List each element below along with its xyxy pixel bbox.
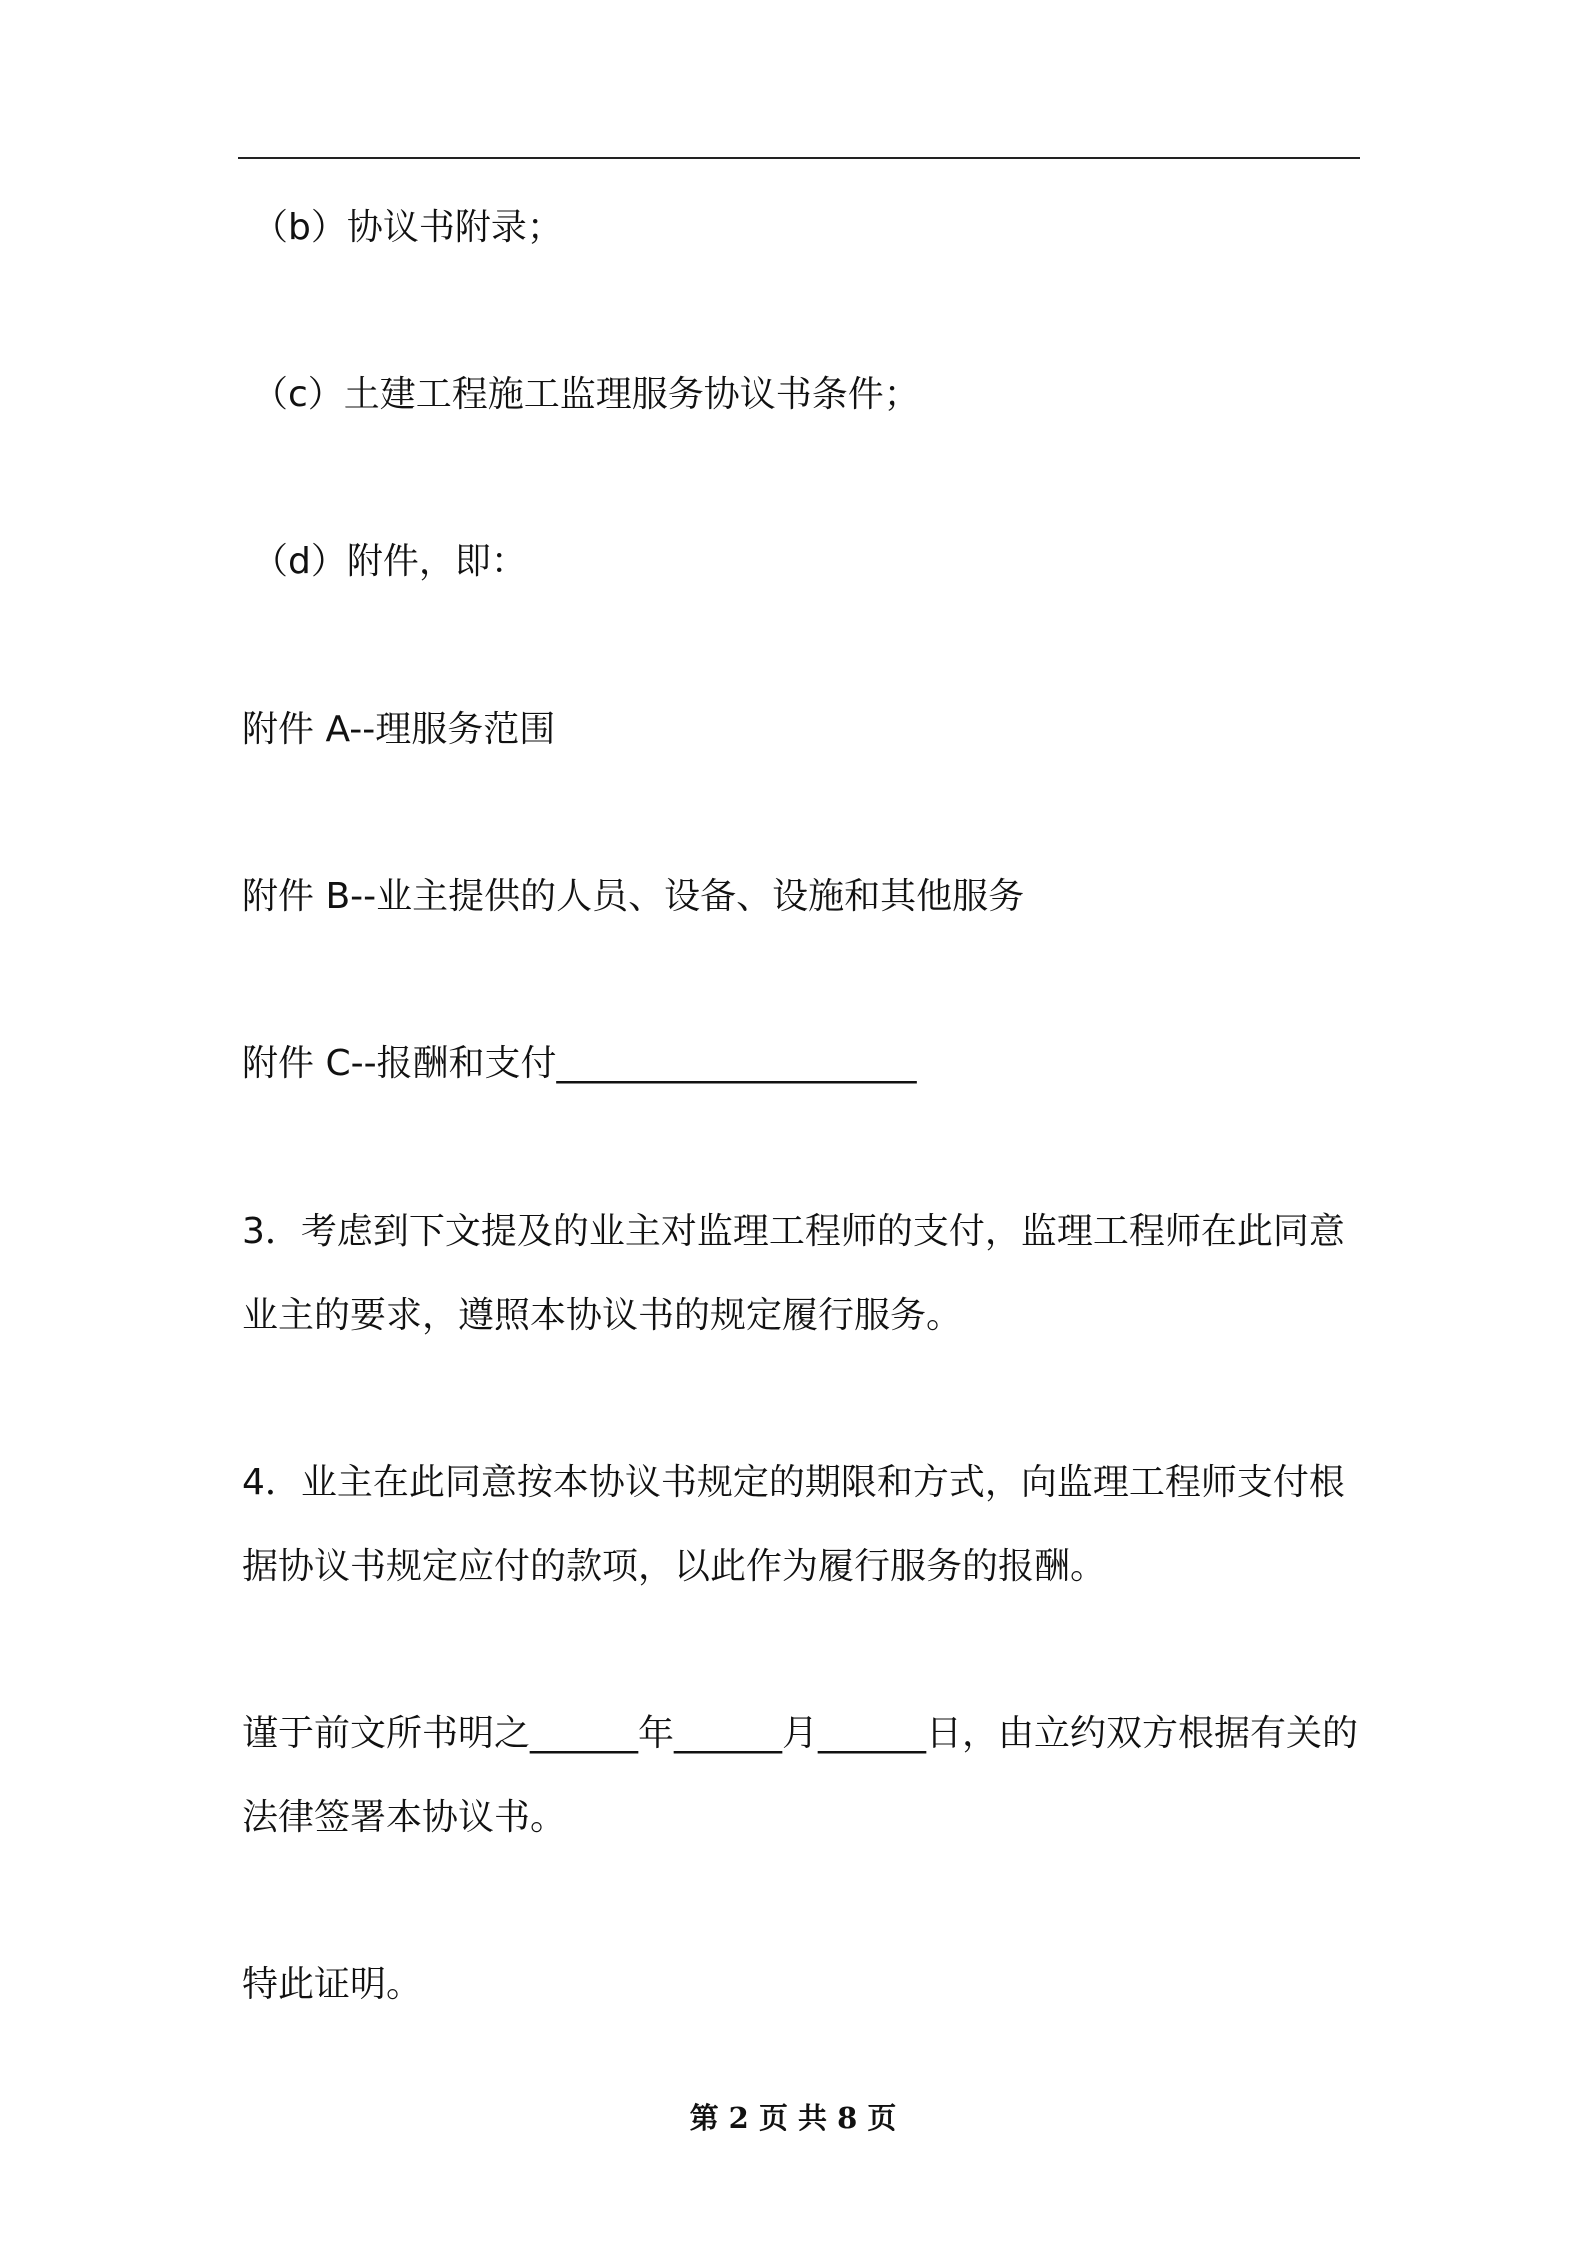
attachment-b: 附件 B--业主提供的人员、设备、设施和其他服务 [242,876,1025,917]
item-b: （b）协议书附录； [252,207,563,248]
header-rule [238,157,1360,159]
attachment-c: 附件 C--报酬和支付____________________ [242,1043,917,1084]
clause-3: 3．考虑到下文提及的业主对监理工程师的支付，监理工程师在此同意业主的要求，遵照本协议书的规定履行服务。 [242,1211,1345,1336]
item-d: （d）附件，即： [252,541,527,582]
signing-paragraph: 谨于前文所书明之______年______月______日，由立约双方根据有关的法律签署本协议书。 [242,1713,1359,1838]
attachment-a: 附件 A--理服务范围 [242,709,556,750]
clause-4: 4．业主在此同意按本协议书规定的期限和方式，向监理工程师支付根据协议书规定应付的款项，以此作为履行服务的报酬。 [242,1462,1345,1587]
item-c: （c）土建工程施工监理服务协议书条件； [252,374,920,415]
certification: 特此证明。 [242,1964,423,2005]
page-number: 第 2 页 共 8 页 [689,2101,897,2135]
